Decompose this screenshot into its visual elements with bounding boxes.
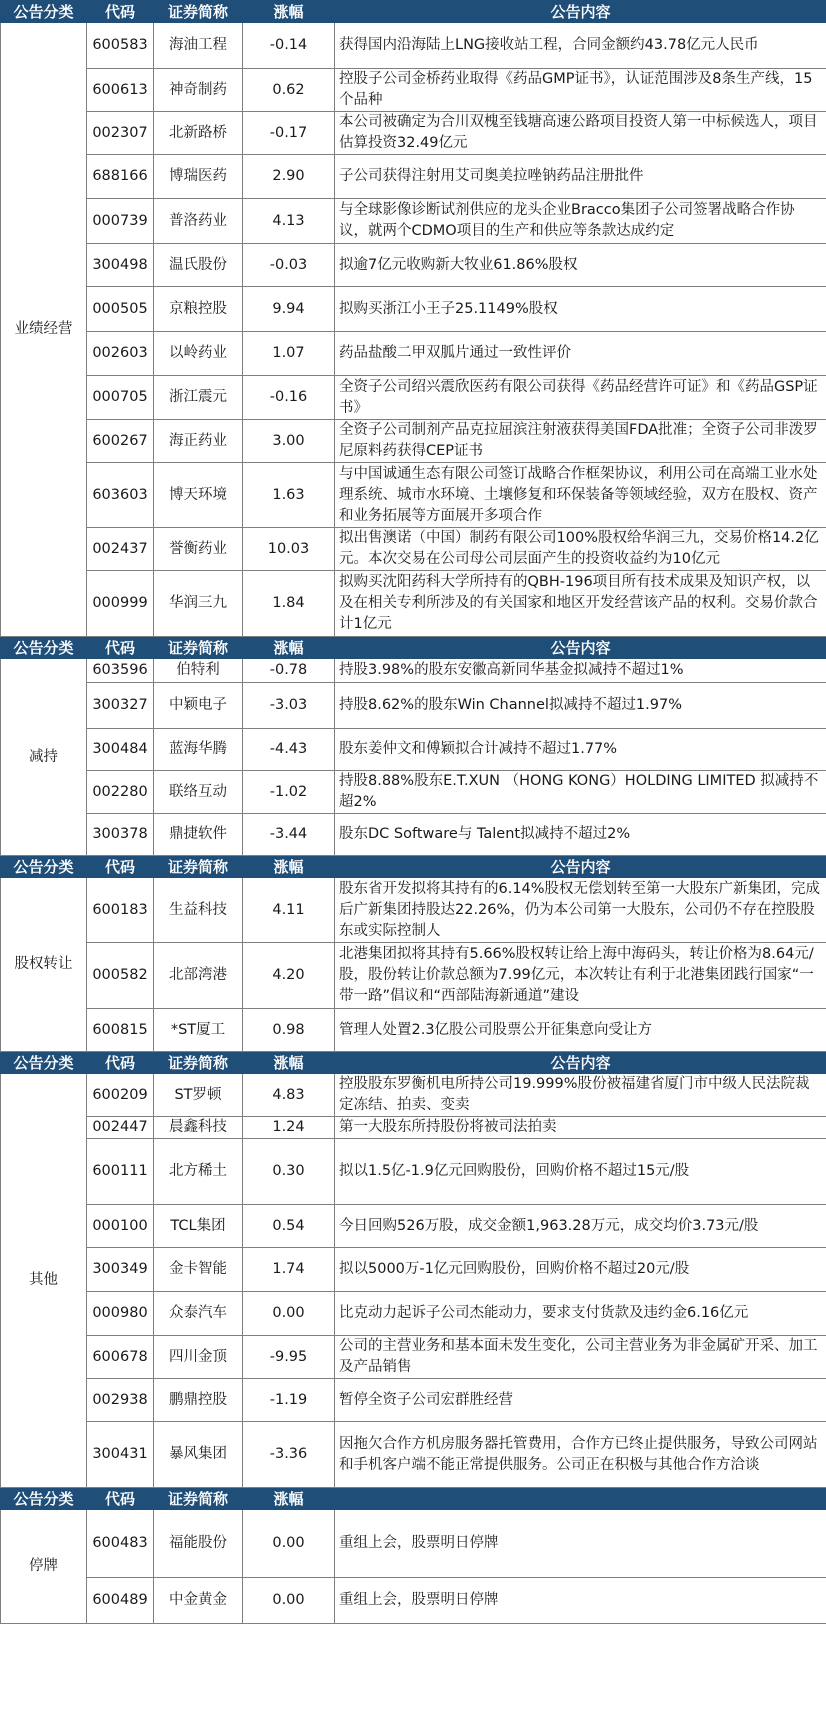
announcement-table-body — [1, 1, 826, 1624]
name-cell: 博天环境 — [154, 463, 243, 528]
content-cell: 控股子公司金桥药业取得《药品GMP证书》，认证范围涉及8条生产线，15个品种 — [335, 69, 826, 112]
content-cell: 拟购买沈阳药科大学所持有的QBH-196项目所有技术成果及知识产权，以及在相关专利所涉及的有关国家和地区开发经营该产品的权利。交易价款合计1亿元 — [335, 571, 826, 637]
section-header-row — [1, 1, 826, 23]
header-change: 涨幅 — [243, 637, 335, 659]
code-cell: 600678 — [87, 1336, 154, 1379]
code-cell: 002280 — [87, 771, 154, 814]
change-cell: -3.36 — [243, 1422, 335, 1488]
name-cell: 暴风集团 — [154, 1422, 243, 1488]
change-cell: 0.54 — [243, 1205, 335, 1248]
content-cell: 股东DC Software与 Talent拟减持不超过2% — [335, 814, 826, 856]
name-cell: 金卡智能 — [154, 1248, 243, 1292]
change-cell: 0.62 — [243, 69, 335, 112]
table-row — [1, 1009, 826, 1052]
content-cell: 拟出售澳诺（中国）制药有限公司100%股权给华润三九，交易价格14.2亿元。本次交易在公司母公司层面产生的投资收益约为10亿元 — [335, 528, 826, 571]
content-cell: 全资子公司绍兴震欣医药有限公司获得《药品经营许可证》和《药品GSP证书》 — [335, 376, 826, 420]
header-content: 公告内容 — [335, 1052, 826, 1074]
table-row — [1, 1292, 826, 1336]
code-cell: 300498 — [87, 244, 154, 287]
header-name: 证券简称 — [154, 637, 243, 659]
code-cell: 600613 — [87, 69, 154, 112]
table-row — [1, 69, 826, 112]
content-cell: 股东姜仲文和傅颖拟合计减持不超过1.77% — [335, 729, 826, 771]
name-cell: TCL集团 — [154, 1205, 243, 1248]
name-cell: 誉衡药业 — [154, 528, 243, 571]
header-category: 公告分类 — [1, 856, 87, 878]
code-cell: 600209 — [87, 1074, 154, 1117]
name-cell: 福能股份 — [154, 1510, 243, 1578]
name-cell: 生益科技 — [154, 878, 243, 943]
name-cell: 蓝海华腾 — [154, 729, 243, 771]
name-cell: 晨鑫科技 — [154, 1117, 243, 1139]
section-header-row — [1, 637, 826, 659]
change-cell: -0.16 — [243, 376, 335, 420]
name-cell: 博瑞医药 — [154, 155, 243, 199]
content-cell: 与全球影像诊断试剂供应的龙头企业Bracco集团子公司签署战略合作协议，就两个CDMO项目的生产和供应等条款达成约定 — [335, 199, 826, 244]
content-cell: 比克动力起诉子公司杰能动力，要求支付货款及违约金6.16亿元 — [335, 1292, 826, 1336]
table-row — [1, 332, 826, 376]
name-cell: 海油工程 — [154, 23, 243, 69]
name-cell: 浙江震元 — [154, 376, 243, 420]
code-cell: 002447 — [87, 1117, 154, 1139]
header-code: 代码 — [87, 1, 154, 23]
content-cell: 因拖欠合作方机房服务器托管费用，合作方已终止提供服务，导致公司网站和手机客户端不能正常提供服务。公司正在积极与其他合作方洽谈 — [335, 1422, 826, 1488]
content-cell: 持股8.62%的股东Win Channel拟减持不超过1.97% — [335, 683, 826, 729]
name-cell: 华润三九 — [154, 571, 243, 637]
header-code: 代码 — [87, 637, 154, 659]
name-cell: 北部湾港 — [154, 943, 243, 1009]
name-cell: 普洛药业 — [154, 199, 243, 244]
change-cell: 0.00 — [243, 1578, 335, 1624]
name-cell: 四川金顶 — [154, 1336, 243, 1379]
header-change: 涨幅 — [243, 856, 335, 878]
code-cell: 600583 — [87, 23, 154, 69]
section-header-row — [1, 856, 826, 878]
table-row — [1, 199, 826, 244]
change-cell: -0.17 — [243, 112, 335, 155]
content-cell: 股东省开发拟将其持有的6.14%股权无偿划转至第一大股东广新集团，完成后广新集团持股达22.26%，仍为本公司第一大股东，公司仍不存在控股股东或实际控制人 — [335, 878, 826, 943]
content-cell: 全资子公司制剂产品克拉屈滨注射液获得美国FDA批准；全资子公司非泼罗尼原料药获得CEP证书 — [335, 420, 826, 463]
category-cell: 股权转让 — [1, 878, 87, 1052]
header-category: 公告分类 — [1, 1052, 87, 1074]
table-row — [1, 1248, 826, 1292]
code-cell: 600483 — [87, 1510, 154, 1578]
change-cell: 4.13 — [243, 199, 335, 244]
content-cell: 管理人处置2.3亿股公司股票公开征集意向受让方 — [335, 1009, 826, 1052]
change-cell: 0.00 — [243, 1292, 335, 1336]
table-row — [1, 287, 826, 332]
table-row — [1, 1578, 826, 1624]
content-cell: 重组上会，股票明日停牌 — [335, 1510, 826, 1578]
table-row — [1, 1205, 826, 1248]
content-cell: 拟以1.5亿-1.9亿元回购股份，回购价格不超过15元/股 — [335, 1139, 826, 1205]
table-row — [1, 1139, 826, 1205]
code-cell: 000582 — [87, 943, 154, 1009]
table-row — [1, 1422, 826, 1488]
content-cell: 与中国诚通生态有限公司签订战略合作框架协议，利用公司在高端工业水处理系统、城市水环境、土壤修复和环保装备等领域经验，双方在股权、资产和业务拓展等方面展开多项合作 — [335, 463, 826, 528]
header-change: 涨幅 — [243, 1488, 335, 1510]
section-header-row — [1, 1052, 826, 1074]
content-cell: 今日回购526万股，成交金额1,963.28万元，成交均价3.73元/股 — [335, 1205, 826, 1248]
code-cell: 688166 — [87, 155, 154, 199]
table-row — [1, 1379, 826, 1422]
change-cell: 1.07 — [243, 332, 335, 376]
header-code: 代码 — [87, 1052, 154, 1074]
content-cell: 药品盐酸二甲双胍片通过一致性评价 — [335, 332, 826, 376]
code-cell: 000100 — [87, 1205, 154, 1248]
change-cell: 4.11 — [243, 878, 335, 943]
code-cell: 002938 — [87, 1379, 154, 1422]
name-cell: 海正药业 — [154, 420, 243, 463]
table-row — [1, 155, 826, 199]
change-cell: 1.63 — [243, 463, 335, 528]
header-content — [335, 1488, 826, 1510]
change-cell: -0.03 — [243, 244, 335, 287]
change-cell: -1.02 — [243, 771, 335, 814]
name-cell: 北方稀土 — [154, 1139, 243, 1205]
header-category: 公告分类 — [1, 1, 87, 23]
code-cell: 300484 — [87, 729, 154, 771]
header-code: 代码 — [87, 856, 154, 878]
header-content: 公告内容 — [335, 637, 826, 659]
change-cell: -9.95 — [243, 1336, 335, 1379]
table-row — [1, 112, 826, 155]
table-row — [1, 244, 826, 287]
change-cell: 0.98 — [243, 1009, 335, 1052]
change-cell: 10.03 — [243, 528, 335, 571]
change-cell: -3.03 — [243, 683, 335, 729]
change-cell: 0.00 — [243, 1510, 335, 1578]
table-row — [1, 729, 826, 771]
code-cell: 300327 — [87, 683, 154, 729]
category-cell: 业绩经营 — [1, 23, 87, 637]
content-cell: 北港集团拟将其持有5.66%股权转让给上海中海码头，转让价格为8.64元/股，股份转让价款总额为7.99亿元，本次转让有利于北港集团践行国家“一带一路”倡议和“西部陆海新通道”建设 — [335, 943, 826, 1009]
name-cell: 京粮控股 — [154, 287, 243, 332]
code-cell: 002307 — [87, 112, 154, 155]
code-cell: 600111 — [87, 1139, 154, 1205]
content-cell: 暂停全资子公司宏群胜经营 — [335, 1379, 826, 1422]
header-content: 公告内容 — [335, 856, 826, 878]
change-cell: 1.74 — [243, 1248, 335, 1292]
code-cell: 000999 — [87, 571, 154, 637]
content-cell: 拟逾7亿元收购新大牧业61.86%股权 — [335, 244, 826, 287]
table-row — [1, 528, 826, 571]
header-code: 代码 — [87, 1488, 154, 1510]
header-content: 公告内容 — [335, 1, 826, 23]
table-row — [1, 659, 826, 683]
table-row — [1, 1117, 826, 1139]
table-row — [1, 23, 826, 69]
code-cell: 600267 — [87, 420, 154, 463]
header-category: 公告分类 — [1, 1488, 87, 1510]
code-cell: 002603 — [87, 332, 154, 376]
header-category: 公告分类 — [1, 637, 87, 659]
code-cell: 603596 — [87, 659, 154, 683]
name-cell: 以岭药业 — [154, 332, 243, 376]
code-cell: 000705 — [87, 376, 154, 420]
content-cell: 获得国内沿海陆上LNG接收站工程，合同金额约43.78亿元人民币 — [335, 23, 826, 69]
category-cell: 减持 — [1, 659, 87, 856]
header-name: 证券简称 — [154, 856, 243, 878]
name-cell: *ST厦工 — [154, 1009, 243, 1052]
name-cell: 中颖电子 — [154, 683, 243, 729]
content-cell: 拟以5000万-1亿元回购股份，回购价格不超过20元/股 — [335, 1248, 826, 1292]
table-row — [1, 878, 826, 943]
category-cell: 停牌 — [1, 1510, 87, 1624]
change-cell: 4.20 — [243, 943, 335, 1009]
code-cell: 600489 — [87, 1578, 154, 1624]
change-cell: 0.30 — [243, 1139, 335, 1205]
code-cell: 300431 — [87, 1422, 154, 1488]
name-cell: 鹏鼎控股 — [154, 1379, 243, 1422]
name-cell: 中金黄金 — [154, 1578, 243, 1624]
code-cell: 000980 — [87, 1292, 154, 1336]
table-row — [1, 943, 826, 1009]
table-row — [1, 1510, 826, 1578]
name-cell: 北新路桥 — [154, 112, 243, 155]
name-cell: 鼎捷软件 — [154, 814, 243, 856]
table-row — [1, 683, 826, 729]
change-cell: -3.44 — [243, 814, 335, 856]
section-header-row — [1, 1488, 826, 1510]
content-cell: 控股股东罗衡机电所持公司19.999%股份被福建省厦门市中级人民法院裁定冻结、拍卖、变卖 — [335, 1074, 826, 1117]
content-cell: 公司的主营业务和基本面未发生变化，公司主营业务为非金属矿开采、加工及产品销售 — [335, 1336, 826, 1379]
header-change: 涨幅 — [243, 1, 335, 23]
header-name: 证券简称 — [154, 1488, 243, 1510]
content-cell: 拟购买浙江小王子25.1149%股权 — [335, 287, 826, 332]
name-cell: 伯特利 — [154, 659, 243, 683]
content-cell: 本公司被确定为合川双槐至钱塘高速公路项目投资人第一中标候选人，项目估算投资32.49亿元 — [335, 112, 826, 155]
change-cell: -0.78 — [243, 659, 335, 683]
change-cell: 1.84 — [243, 571, 335, 637]
change-cell: -0.14 — [243, 23, 335, 69]
code-cell: 603603 — [87, 463, 154, 528]
change-cell: 3.00 — [243, 420, 335, 463]
code-cell: 600183 — [87, 878, 154, 943]
content-cell: 子公司获得注射用艾司奥美拉唑钠药品注册批件 — [335, 155, 826, 199]
table-row — [1, 1336, 826, 1379]
table-row — [1, 376, 826, 420]
content-cell: 第一大股东所持股份将被司法拍卖 — [335, 1117, 826, 1139]
header-name: 证券简称 — [154, 1052, 243, 1074]
name-cell: ST罗顿 — [154, 1074, 243, 1117]
table-row — [1, 814, 826, 856]
table-row — [1, 571, 826, 637]
table-row — [1, 463, 826, 528]
code-cell: 600815 — [87, 1009, 154, 1052]
name-cell: 神奇制药 — [154, 69, 243, 112]
name-cell: 众泰汽车 — [154, 1292, 243, 1336]
change-cell: -1.19 — [243, 1379, 335, 1422]
header-name: 证券简称 — [154, 1, 243, 23]
change-cell: 2.90 — [243, 155, 335, 199]
change-cell: 1.24 — [243, 1117, 335, 1139]
change-cell: 9.94 — [243, 287, 335, 332]
code-cell: 000505 — [87, 287, 154, 332]
header-change: 涨幅 — [243, 1052, 335, 1074]
change-cell: 4.83 — [243, 1074, 335, 1117]
name-cell: 联络互动 — [154, 771, 243, 814]
content-cell: 持股3.98%的股东安徽高新同华基金拟减持不超过1% — [335, 659, 826, 683]
category-cell: 其他 — [1, 1074, 87, 1488]
code-cell: 300378 — [87, 814, 154, 856]
change-cell: -4.43 — [243, 729, 335, 771]
code-cell: 000739 — [87, 199, 154, 244]
content-cell: 持股8.88%股东E.T.XUN （HONG KONG）HOLDING LIMITED 拟减持不超2% — [335, 771, 826, 814]
table-row — [1, 1074, 826, 1117]
code-cell: 300349 — [87, 1248, 154, 1292]
content-cell: 重组上会，股票明日停牌 — [335, 1578, 826, 1624]
table-row — [1, 771, 826, 814]
name-cell: 温氏股份 — [154, 244, 243, 287]
code-cell: 002437 — [87, 528, 154, 571]
table-row — [1, 420, 826, 463]
